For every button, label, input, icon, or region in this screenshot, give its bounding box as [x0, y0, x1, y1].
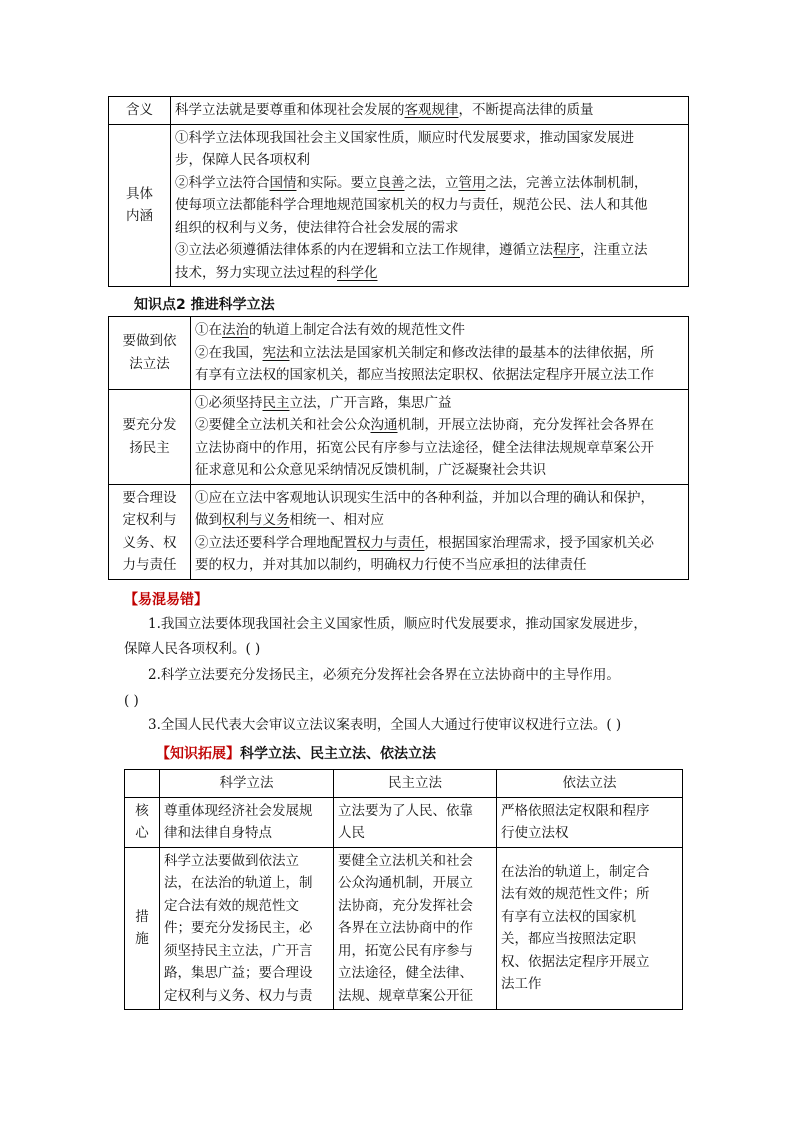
- underlined-term: 权利与义务: [222, 512, 290, 528]
- mistake-item-1: 1.我国立法要体现我国社会主义国家性质，顺应时代发展要求，推动国家发展进步，: [148, 616, 647, 632]
- header-empty: [125, 770, 160, 798]
- table-row: [125, 797, 683, 847]
- text: 相统一、相对应: [289, 512, 384, 528]
- text: 措: [135, 908, 149, 925]
- text: 定权利与义务、权力与责: [164, 987, 313, 1004]
- text: 有享有立法权的国家机: [501, 908, 636, 925]
- text: 扬民主: [129, 439, 170, 456]
- header-lawful: 依法立法: [497, 770, 683, 798]
- text: ①科学立法体现我国社会主义国家性质，顺应时代发展要求，推动国家发展进: [175, 129, 634, 146]
- row-key: [109, 317, 191, 390]
- text: 须坚持民主立法，广开言: [164, 942, 313, 959]
- row-content-connotation: [171, 124, 689, 287]
- cell: [497, 797, 683, 847]
- text: 行使立法权: [501, 825, 569, 841]
- text: 律和法律自身特点: [164, 825, 272, 841]
- row-content: [191, 317, 689, 390]
- text: 科学立法就是要尊重和体现社会发展的: [175, 102, 405, 118]
- header-democratic: 民主立法: [334, 770, 497, 798]
- row-key: [109, 389, 191, 484]
- underlined-term: 程序: [553, 242, 580, 258]
- cell: [334, 847, 497, 1010]
- text: 公众沟通机制，开展立: [338, 875, 473, 891]
- mistake-item-1-cont: 保障人民各项权利。( ): [124, 641, 261, 657]
- underlined-term: 权力与责任: [357, 534, 425, 551]
- text: 定合法有效的规范性文: [164, 897, 299, 914]
- scientific-legislation-table: [108, 96, 689, 287]
- extension-heading: [156, 743, 436, 763]
- mistake-item-2: 2.科学立法要充分发扬民主，必须充分发挥社会各界在立法协商中的主导作用。: [148, 667, 620, 683]
- text: 要充分发: [122, 417, 177, 433]
- underlined-term: 沟通: [370, 417, 398, 433]
- table-row: [109, 389, 689, 484]
- cell: [334, 797, 497, 847]
- underlined-term: 良善: [377, 174, 405, 191]
- text: 立法途径，健全法律、: [338, 965, 473, 981]
- text: 各界在立法协商中的作: [338, 920, 473, 936]
- text: 定权利与: [122, 512, 177, 528]
- text: 立法要为了人民、依靠: [338, 802, 473, 819]
- row-key-core: [125, 797, 160, 847]
- text: 具体: [126, 185, 153, 202]
- text: ①应在立法中客观地认识现实生活中的各种利益，并加以合理的确认和保护，: [195, 489, 654, 506]
- text: ②科学立法符合: [175, 174, 270, 191]
- text-line: [195, 509, 684, 532]
- text-line: [175, 239, 684, 262]
- row-content: [191, 389, 689, 484]
- text: ②立法还要科学合理地配置: [195, 534, 357, 551]
- text: 法协商，充分发挥社会: [338, 897, 473, 914]
- underlined-term: 管用: [458, 174, 486, 191]
- text-line: [195, 342, 684, 365]
- underlined-term: 民主: [262, 394, 290, 411]
- header-scientific: 科学立法: [160, 770, 334, 798]
- text: ②在我国，: [195, 344, 263, 361]
- text: ①在: [195, 322, 222, 338]
- text: 立法协商中的作用，拓宽公民有序参与立法途径，健全法律法规规章草案公开: [195, 439, 654, 456]
- table-row: [109, 97, 689, 125]
- text: 要健全立法机关和社会: [338, 852, 473, 869]
- text: 严格依照法定权限和程序: [501, 802, 650, 819]
- text: 法，在法治的轨道上，制: [164, 875, 313, 891]
- mistake-item-3: 3.全国人民代表大会审议立法议案表明，全国人大通过行使审议权进行立法。( ): [148, 717, 622, 733]
- text: 和立法法是国家机关制定和修改法律的最基本的法律依据，所: [289, 344, 654, 361]
- text: 立法，广开言路，集思广益: [289, 394, 452, 411]
- text-line: [195, 392, 684, 415]
- table-row: [109, 484, 689, 579]
- text: 法规、规章草案公开征: [338, 987, 473, 1004]
- text: 法立法: [129, 355, 170, 372]
- text: 科学立法、民主立法、依法立法: [240, 746, 436, 762]
- table-row: [125, 847, 683, 1010]
- mistakes-heading: 【易混易错】: [124, 592, 208, 608]
- text: 关，都应当按照法定职: [501, 931, 636, 948]
- text: ①必须坚持: [195, 394, 263, 411]
- text: 尊重体现经济社会发展规: [164, 802, 313, 819]
- text: 心: [135, 825, 149, 841]
- text: 内涵: [126, 208, 153, 225]
- underlined-term: 国情: [269, 174, 297, 191]
- text: 之法，立: [404, 174, 459, 191]
- text: 技术，努力实现立法过程的: [175, 264, 337, 281]
- text: 有享有立法权的国家机关，都应当按照法定职权、依据法定程序开展立法工作: [195, 367, 654, 383]
- text: 科学立法要做到依法立: [164, 852, 299, 869]
- text: 要的权力，并对其加以制约，明确权力行使不当应承担的法律责任: [195, 557, 587, 573]
- text: 力与责任: [122, 557, 177, 573]
- text: 权、依据法定程序开展立: [501, 953, 650, 970]
- text: 和实际。要立: [296, 174, 378, 191]
- text: 组织的权利与义务，使法律符合社会发展的需求: [175, 219, 459, 236]
- table-row: [109, 124, 689, 287]
- text: 之法，完善立法体制机制，: [485, 174, 648, 191]
- text: ，不断提高法律的质量: [458, 102, 594, 118]
- underlined-term: 客观规律: [404, 102, 459, 118]
- text: 做到: [195, 512, 222, 528]
- text: 义务、权: [122, 534, 177, 551]
- row-key-measures: [125, 847, 160, 1010]
- text-line: [195, 532, 684, 555]
- underlined-term: 法治: [222, 322, 249, 338]
- row-key: [109, 484, 191, 579]
- text: 要合理设: [122, 489, 177, 506]
- text: 使每项立法都能科学合理地规范国家机关的权力与责任，规范公民、法人和其他: [175, 197, 648, 213]
- text: 机制，开展立法协商，充分发挥社会各界在: [397, 417, 654, 433]
- text-line: [175, 262, 684, 285]
- text: 件；要充分发扬民主，必: [164, 920, 313, 936]
- text: ，根据国家治理需求，授予国家机关必: [424, 534, 654, 551]
- text: 人民: [338, 825, 365, 841]
- advance-legislation-table: [108, 316, 689, 580]
- text-line: [195, 414, 684, 437]
- text: 【知识拓展】: [156, 746, 240, 762]
- table-header-row: [125, 770, 683, 798]
- text: 要做到依: [122, 333, 177, 350]
- cell: [160, 797, 334, 847]
- text: 法有效的规范性文件；所: [501, 886, 650, 903]
- underlined-term: 科学化: [337, 264, 378, 281]
- mistake-item-2-cont: ( ): [124, 693, 139, 709]
- text: ②要健全立法机关和社会公众: [195, 417, 371, 433]
- table-row: [109, 317, 689, 390]
- underlined-term: 宪法: [262, 344, 290, 361]
- text: 步，保障人民各项权利: [175, 152, 310, 168]
- text-line: [175, 172, 684, 195]
- row-key-connotation: [109, 124, 171, 287]
- row-content: [191, 484, 689, 579]
- text: 施: [135, 931, 149, 948]
- row-key-meaning: 含义: [109, 97, 171, 125]
- text: 法工作: [501, 976, 542, 993]
- text: 在法治的轨道上，制定合: [501, 863, 650, 880]
- text: 核: [135, 802, 149, 819]
- text: 用，拓宽公民有序参与: [338, 942, 473, 959]
- text: 征求意见和公众意见采纳情况反馈机制，广泛凝聚社会共识: [195, 462, 546, 478]
- text-line: [195, 319, 684, 342]
- cell: [497, 847, 683, 1010]
- text: ③立法必须遵循法律体系的内在逻辑和立法工作规律，遵循立法: [175, 242, 553, 258]
- text: 路，集思广益；要合理设: [164, 965, 313, 981]
- text: ，注重立法: [580, 242, 648, 258]
- comparison-table: [124, 769, 683, 1010]
- cell: [160, 847, 334, 1010]
- row-content-meaning: [171, 97, 689, 125]
- text: 的轨道上制定合法有效的规范性文件: [249, 322, 465, 338]
- knowledge-point-heading: 知识点2 推进科学立法: [134, 297, 275, 313]
